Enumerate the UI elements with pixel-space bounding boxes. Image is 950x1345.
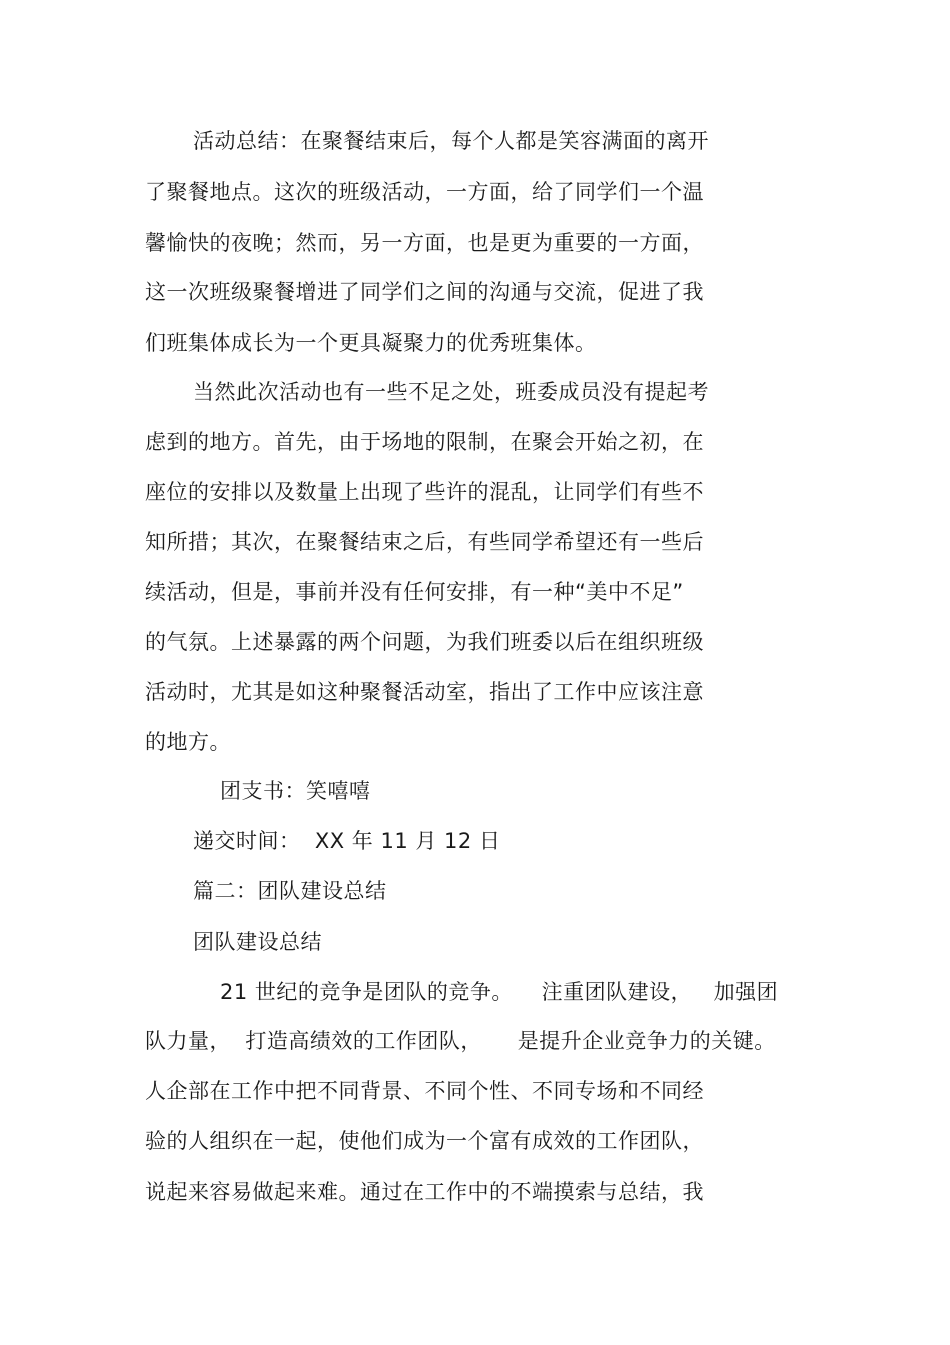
text-line-22: 说起来容易做起来难。通过在工作中的不端摸索与总结，我	[145, 1180, 704, 1204]
text-line-10: 续活动，但是，事前并没有任何安排，有一种“美中不足”	[145, 580, 684, 604]
text-line-9: 知所措；其次，在聚餐结束之后，有些同学希望还有一些后	[145, 530, 704, 554]
text-line-19: 队力量， 打造高绩效的工作团队， 是提升企业竞争力的关键。	[145, 1029, 776, 1053]
submit-date-line: 递交时间： XX 年 11 月 12 日	[193, 829, 501, 853]
text-line-1: 活动总结：在聚餐结束后，每个人都是笑容满面的离开	[193, 129, 709, 153]
text-line-8: 座位的安排以及数量上出现了些许的混乱，让同学们有些不	[145, 480, 704, 504]
text-line-11: 的气氛。上述暴露的两个问题，为我们班委以后在组织班级	[145, 630, 704, 654]
section-heading: 篇二：团队建设总结	[193, 879, 387, 903]
text-line-5: 们班集体成长为一个更具凝聚力的优秀班集体。	[145, 331, 597, 355]
text-line-21: 验的人组织在一起，使他们成为一个富有成效的工作团队，	[145, 1129, 704, 1153]
text-line-20: 人企部在工作中把不同背景、不同个性、不同专场和不同经	[145, 1079, 704, 1103]
text-line-13: 的地方。	[145, 730, 231, 754]
text-line-4: 这一次班级聚餐增进了同学们之间的沟通与交流，促进了我	[145, 280, 704, 304]
text-line-7: 虑到的地方。首先，由于场地的限制，在聚会开始之初，在	[145, 430, 704, 454]
text-line-3: 馨愉快的夜晚；然而，另一方面，也是更为重要的一方面，	[145, 231, 704, 255]
text-line-2: 了聚餐地点。这次的班级活动，一方面，给了同学们一个温	[145, 180, 704, 204]
text-line-18: 21 世纪的竞争是团队的竞争。 注重团队建设， 加强团	[220, 980, 779, 1004]
signature-line: 团支书：笑嘻嘻	[220, 779, 371, 803]
text-line-12: 活动时，尤其是如这种聚餐活动室，指出了工作中应该注意	[145, 680, 704, 704]
text-line-6: 当然此次活动也有一些不足之处，班委成员没有提起考	[193, 380, 709, 404]
section-title: 团队建设总结	[193, 930, 322, 954]
